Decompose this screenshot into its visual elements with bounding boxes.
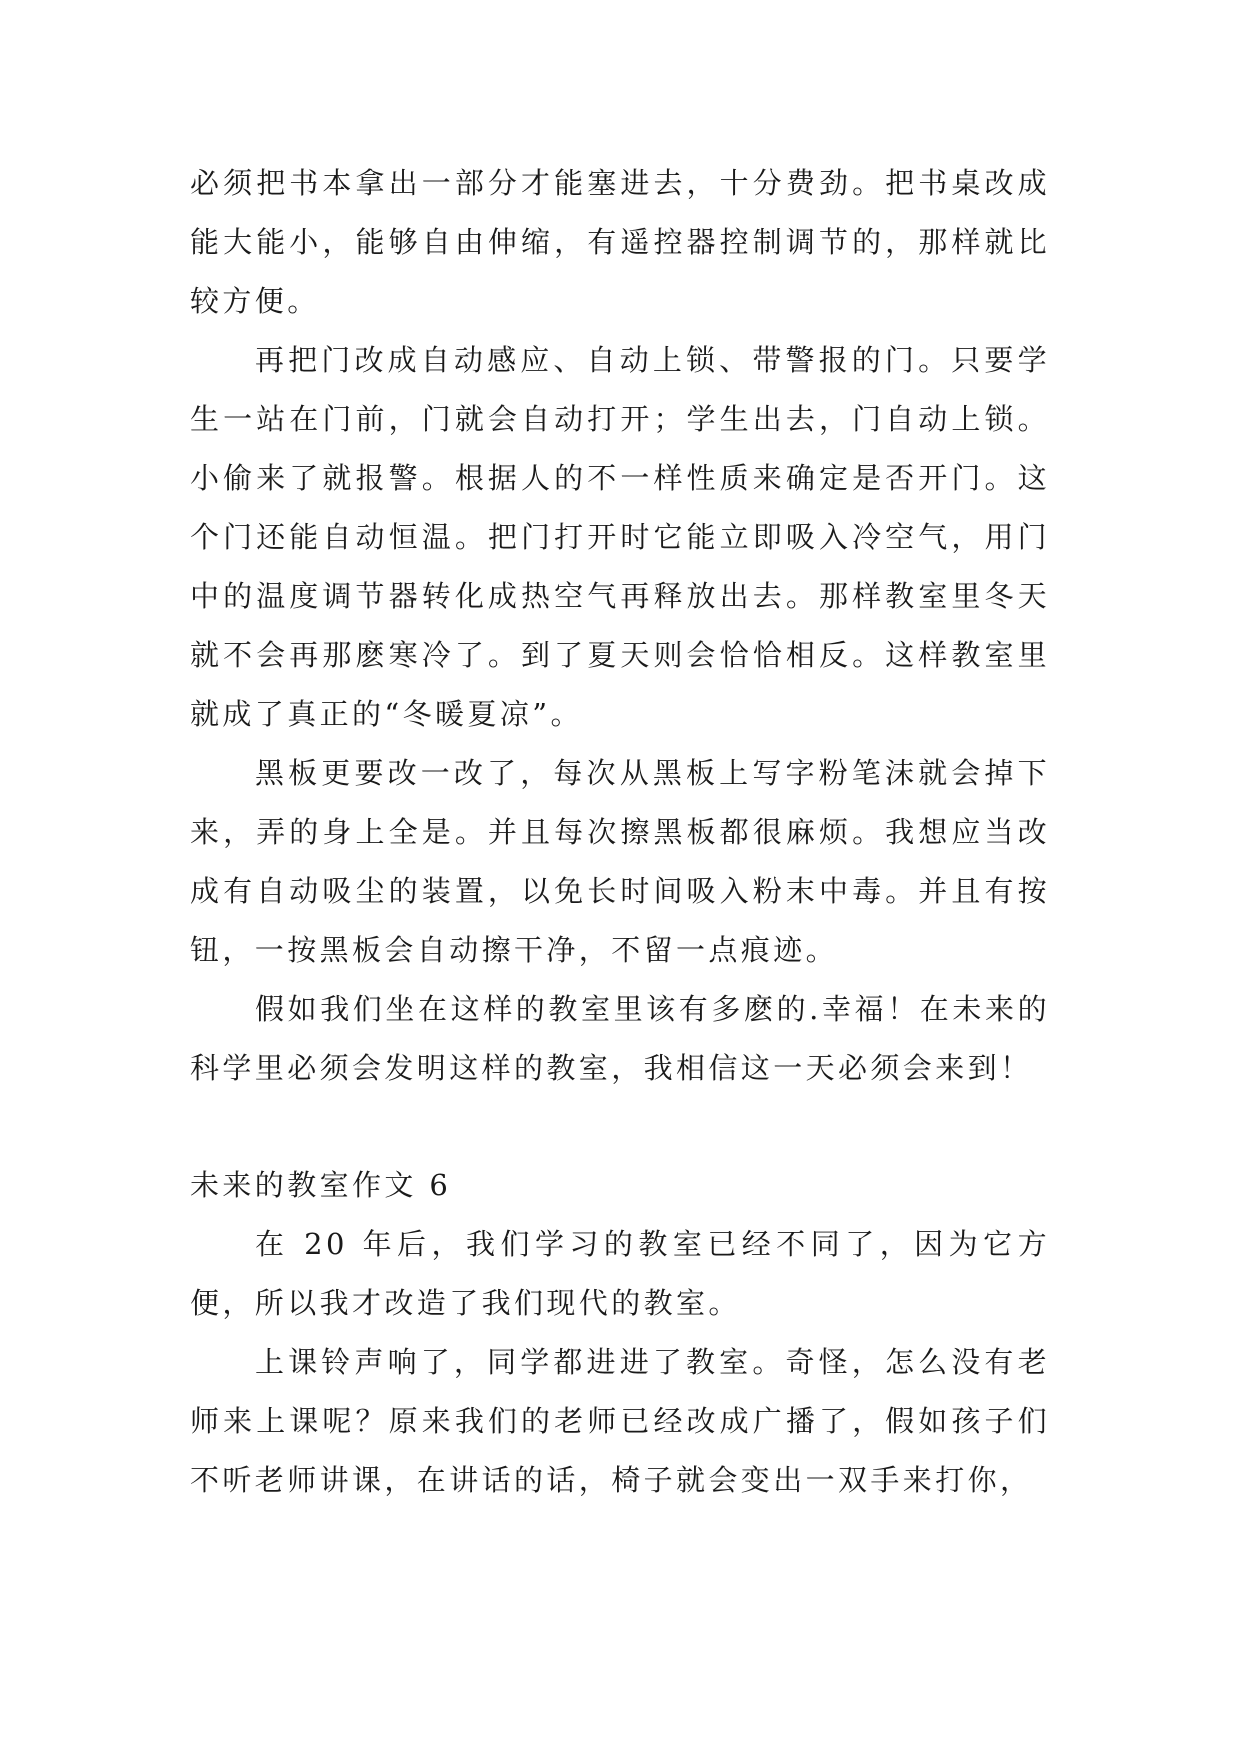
paragraph-desk: 必须把书本拿出一部分才能塞进去，十分费劲。把书桌改成能大能小，能够自由伸缩，有遥控器控制调节的，那样就比较方便。 — [190, 166, 1050, 318]
paragraph-door: 再把门改成自动感应、自动上锁、带警报的门。只要学生一站在门前，门就会自动打开；学生出去，门自动上锁。小偷来了就报警。根据人的不一样性质来确定是否开门。这个门还能自动恒温。把门打开时它能立即吸入冷空气，用门中的温度调节器转化成热空气再释放出去。那样教室里冬天就不会再那麽寒冷了。到了夏天则会恰恰相反。这样教室里就成了真正的“冬暖夏凉”。 — [190, 343, 1050, 731]
section-title: 未来的教室作文 6 — [190, 1168, 452, 1202]
paragraph-conclusion: 假如我们坐在这样的教室里该有多麽的.幸福！在未来的科学里必须会发明这样的教室，我相信这一天必须会来到！ — [190, 992, 1050, 1085]
paragraph-class-bell: 上课铃声响了，同学都进进了教室。奇怪，怎么没有老师来上课呢？原来我们的老师已经改成广播了，假如孩子们不听老师讲课，在讲话的话，椅子就会变出一双手来打你， — [190, 1345, 1050, 1497]
paragraph-blackboard: 黑板更要改一改了，每次从黑板上写字粉笔沫就会掉下来，弄的身上全是。并且每次擦黑板都很麻烦。我想应当改成有自动吸尘的装置，以免长时间吸入粉末中毒。并且有按钮，一按黑板会自动擦干净，不留一点痕迹。 — [190, 756, 1050, 967]
document-page — [190, 154, 1050, 1510]
paragraph-intro: 在 20 年后，我们学习的教室已经不同了，因为它方便，所以我才改造了我们现代的教室。 — [190, 1227, 1050, 1320]
